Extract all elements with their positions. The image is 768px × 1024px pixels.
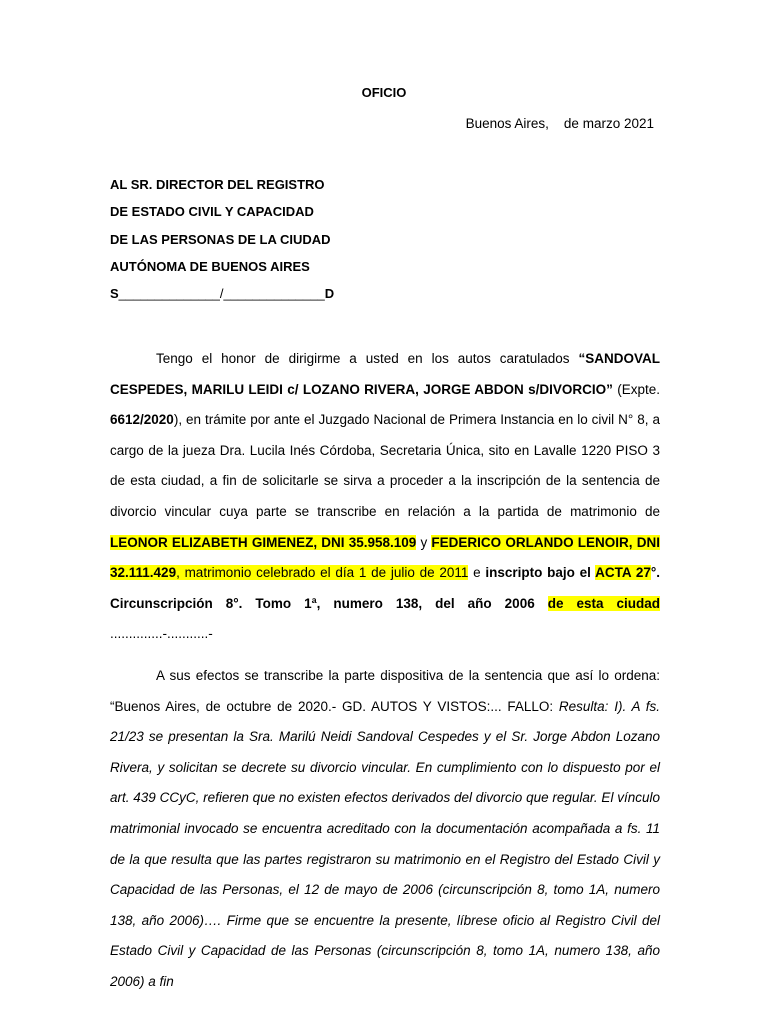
p1-text-2: (Expte.	[612, 381, 660, 397]
sd-d: D	[324, 286, 335, 302]
case-title: “SANDOVAL CESPEDES, MARILU LEIDI c/ LOZANO RIVERA, JORGE ABDON s/DIVORCIO”	[110, 351, 660, 397]
acta-highlight: ACTA 27	[595, 565, 651, 581]
p1-text-4: y	[416, 534, 432, 550]
p1-text-1: Tengo el honor de dirigirme a usted en los autos caratulados	[156, 351, 579, 366]
sd-underline: ______________/______________	[118, 286, 325, 302]
address-line-3: DE LAS PERSONAS DE LA CIUDAD	[110, 231, 331, 247]
spouse-2-highlight: FEDERICO ORLANDO LENOIR, DNI 32.111.429	[110, 534, 660, 581]
date-text: Buenos Aires, de marzo 2021	[465, 116, 654, 131]
address-line-2: DE ESTADO CIVIL Y CAPACIDAD	[110, 204, 314, 220]
paragraph-sentence	[110, 661, 660, 998]
document-title: OFICIO	[361, 85, 407, 100]
address-line-1: AL SR. DIRECTOR DEL REGISTRO	[110, 177, 325, 192]
address-line-4: AUTÓNOMA DE BUENOS AIRES	[110, 258, 310, 274]
recipient-address	[110, 171, 334, 307]
marriage-date-highlight: , matrimonio celebrado el día 1 de julio de 2011	[176, 565, 469, 581]
p1-text-6: ..............-...........-	[110, 626, 213, 642]
expte-number: 6612/2020	[110, 412, 174, 428]
p1-text-5: e	[468, 565, 486, 581]
p2-text-1: A sus efectos se transcribe la parte dispositiva de la sentencia que así lo ordena: “Buenos Aires, de octubre de 2020.- GD. AUTOS Y VISTOS:... FALLO:	[110, 668, 660, 714]
p2-italic-quote: Resulta: I). A fs. 21/23 se presentan la Sra. Marilú Neidi Sandoval Cespedes y el Sr. Jorge Abdon Lozano Rivera, y solicitan se decrete su divorcio vincular. En cumplimiento con lo dispuesto por el art. 439 CCyC, refieren que no existen efectos derivados del divorcio que regular. El vínculo matrimonial invocado se encuentra acreditado con la documentación acompañada a fs. 11 de la que resulta que las partes registraron su matrimonio en el Registro del Estado Civil y Capacidad de las Personas, el 12 de mayo de 2006 (circunscripción 8, tomo 1A, numero 138, año 2006)…. Firme que se encuentre la presente, líbrese oficio al Registro Civil del Estado Civil y Capacidad de las Personas (circunscripción 8, tomo 1A, numero 138, año 2006) a fin	[110, 698, 660, 989]
p1-text-3: ), en trámite por ante el Juzgado Nacional de Primera Instancia en lo civil N° 8, a cargo de la jueza Dra. Lucila Inés Córdoba, Secretaria Única, sito en Lavalle 1220 PISO 3 de esta ciudad, a fin de solicitarle se sirva a proceder a la inscripción de la sentencia de divorcio vincular cuya parte se transcribe en relación a la partida de matrimonio de	[110, 412, 660, 519]
inscription-bold-1: inscripto bajo el	[485, 565, 596, 581]
date-line	[466, 116, 654, 131]
paragraph-request	[110, 344, 660, 650]
sd-s: S	[110, 286, 119, 302]
city-highlight: de esta ciudad	[547, 595, 660, 611]
spouse-1-highlight: LEONOR ELIZABETH GIMENEZ, DNI 35.958.109	[110, 534, 417, 550]
inscription-bold-2: °. Circunscripción 8°. Tomo 1ª, numero 138, del año 2006	[110, 565, 660, 611]
sd-line	[110, 280, 334, 307]
